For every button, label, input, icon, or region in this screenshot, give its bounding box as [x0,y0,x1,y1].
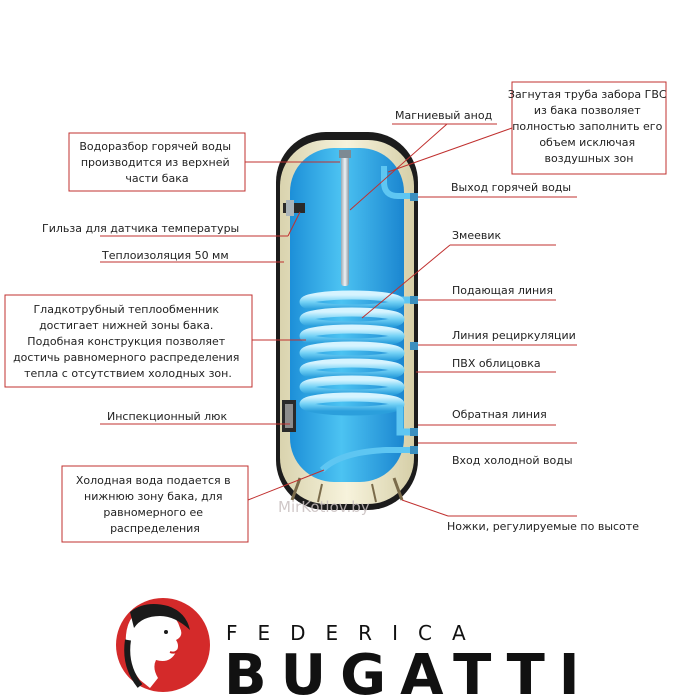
label-magnesium-anode: Магниевый анод [395,109,493,122]
box-hot-draw-line-2: производится из верхней [80,156,230,169]
coil [304,295,412,432]
box-bent-pipe-line-1: Загнутая труба забора ГВС [507,88,667,101]
label-sensor-sleeve: Гильза для датчика температуры [42,222,240,235]
label-insulation: Теплоизоляция 50 мм [102,249,229,262]
label-adjustable-feet: Ножки, регулируемые по высоте [447,520,639,533]
box-hot-draw-line-1: Водоразбор горячей воды [79,140,232,153]
label-return-line: Обратная линия [452,408,547,421]
box-smooth-exchanger-line-1: Гладкотрубный теплообменник [33,303,220,316]
label-recirculation-line: Линия рециркуляции [452,329,576,342]
box-cold-feed-line-1: Холодная вода подается в [75,474,231,487]
watermark: MirKotlov.by [278,498,370,516]
box-smooth-exchanger-line-2: достигает нижней зоны бака. [39,319,214,332]
label-hot-water-outlet: Выход горячей воды [451,181,572,194]
box-smooth-exchanger-line-5: тепла с отсутствием холодных зон. [24,367,232,380]
brand-line-1: FEDERICA [226,621,486,645]
label-cold-water-inlet: Вход холодной воды [452,454,573,467]
brand-line-2: BUGATTI [224,643,594,700]
box-bent-pipe-line-2: из бака позволяет [533,104,641,117]
label-coil: Змеевик [452,229,502,242]
box-bent-pipe-line-3: полностью заполнить его [512,120,663,133]
box-bent-pipe-line-4: объем исключая [539,136,636,149]
label-inspection-hatch: Инспекционный люк [107,410,228,423]
box-cold-feed-line-2: нижнюю зону бака, для [84,490,223,503]
magnesium-anode-rod [341,156,349,286]
box-smooth-exchanger [5,295,306,387]
box-cold-feed-line-4: распределения [110,522,200,535]
box-cold-feed-line-3: равномерного ее [103,506,204,519]
box-hot-draw-line-3: части бака [125,172,189,185]
brand-logo [116,598,594,700]
tank [276,132,418,510]
label-supply-line: Подающая линия [452,284,553,297]
box-smooth-exchanger-line-4: достичь равномерного распределения [13,351,240,364]
box-bent-pipe [388,82,670,174]
box-bent-pipe-line-5: воздушных зон [544,152,634,165]
box-smooth-exchanger-line-3: Подобная конструкция позволяет [27,335,226,348]
label-pvc-cladding: ПВХ облицовка [452,357,541,370]
svg-text:Гладкотрубный теплообменник [13,303,243,380]
inspection-hatch [282,400,296,432]
